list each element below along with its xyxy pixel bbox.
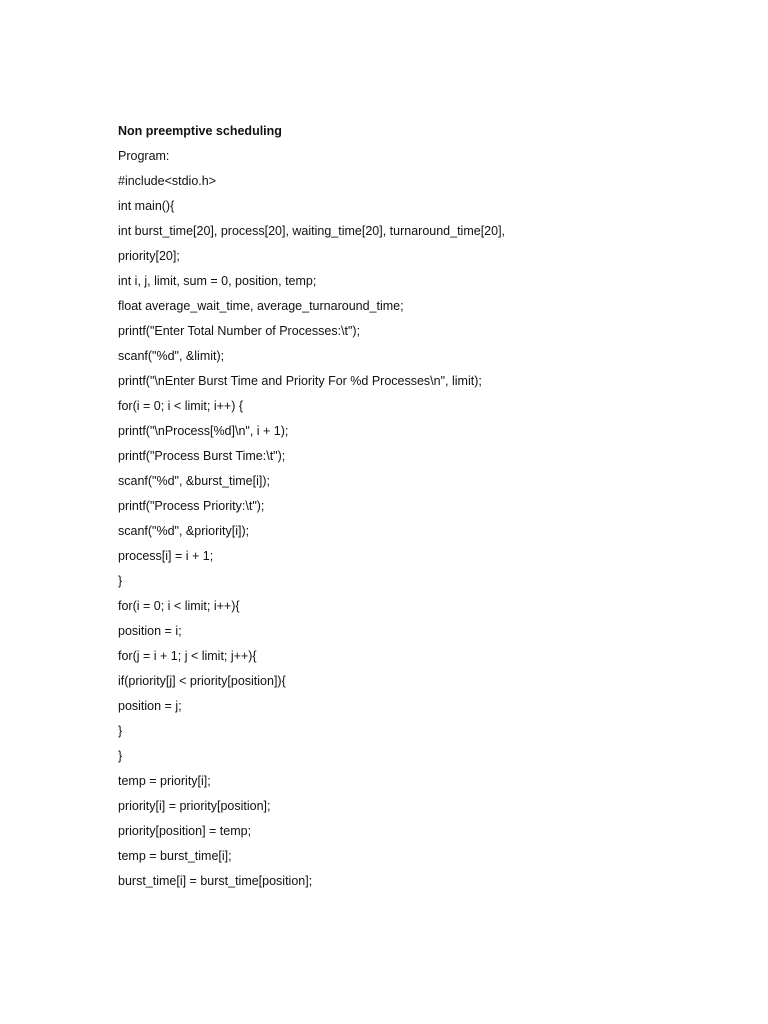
code-line: } [118,724,123,738]
code-line: temp = priority[i]; [118,774,211,788]
code-line: printf("\nProcess[%d]\n", i + 1); [118,424,289,438]
code-line: scanf("%d", &priority[i]); [118,524,250,538]
code-line: float average_wait_time, average_turnaround_time; [118,299,404,313]
code-line: for(i = 0; i < limit; i++) { [118,399,244,413]
code-line: for(i = 0; i < limit; i++){ [118,599,240,613]
code-line: process[i] = i + 1; [118,549,214,563]
code-line: int burst_time[20], process[20], waiting_time[20], turnaround_time[20], [118,224,506,238]
code-line: } [118,749,123,763]
code-line: printf("Process Priority:\t"); [118,499,265,513]
code-line: priority[i] = priority[position]; [118,799,271,813]
code-line: printf("Enter Total Number of Processes:\t"); [118,324,361,338]
code-line: } [118,574,123,588]
code-line: priority[20]; [118,249,180,263]
code-line: Program: [118,149,170,163]
code-line: temp = burst_time[i]; [118,849,232,863]
code-line: printf("Process Burst Time:\t"); [118,449,286,463]
code-line: int main(){ [118,199,175,213]
code-line: position = j; [118,699,182,713]
code-line: int i, j, limit, sum = 0, position, temp; [118,274,317,288]
code-line: printf("\nEnter Burst Time and Priority For %d Processes\n", limit); [118,374,482,388]
code-line: burst_time[i] = burst_time[position]; [118,874,313,888]
document-body [118,120,718,895]
document-heading: Non preemptive scheduling [118,124,282,138]
code-line: scanf("%d", &burst_time[i]); [118,474,270,488]
code-line: position = i; [118,624,182,638]
code-line: if(priority[j] < priority[position]){ [118,674,286,688]
code-line: priority[position] = temp; [118,824,252,838]
code-line: #include<stdio.h> [118,174,216,188]
code-line: scanf("%d", &limit); [118,349,225,363]
code-line: for(j = i + 1; j < limit; j++){ [118,649,257,663]
